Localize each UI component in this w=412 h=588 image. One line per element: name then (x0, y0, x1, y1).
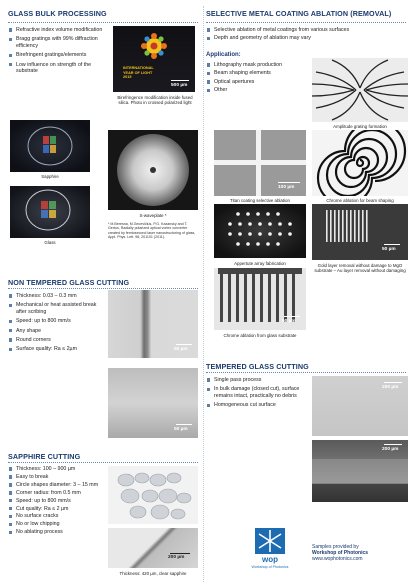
section-rule (8, 22, 198, 23)
section-rule (8, 462, 198, 463)
glass-label: Glass (44, 240, 56, 245)
list-item: Lithography mask production (206, 62, 302, 68)
sapphire-discs-image (108, 466, 198, 524)
cross-vertical (256, 130, 261, 196)
aperture-caption: Appertute array fabrication (234, 261, 286, 266)
aperture-array-image (214, 204, 306, 258)
gold-scale-label: 50 µm (382, 247, 396, 252)
chrome-glass-image (214, 268, 306, 330)
list-item: Easy to break (8, 474, 104, 480)
non-tempered-edge-image-2 (108, 368, 198, 438)
s-waveplate-caption: S-waveplate * (139, 213, 167, 218)
list-item: Optical apertures (206, 79, 302, 85)
spiral-pattern-icon (312, 130, 408, 196)
chrome-shaping-caption: Chrome ablation for beam shaping (326, 198, 394, 203)
glass-bulk-bullets (8, 27, 110, 77)
wop-logo (242, 528, 298, 574)
tempered-title: TEMPERED GLASS CUTTING (206, 362, 309, 371)
selective-title: SELECTIVE METAL COATING ABLATION (REMOVAL) (206, 9, 392, 18)
sapphire-caption: Thickness: 420 µm, clear sapphire (119, 571, 187, 576)
scale-label: 50 µm (174, 427, 188, 432)
section-rule (206, 22, 406, 23)
scale-label: 200 µm (168, 555, 185, 560)
list-item: Thickness: 0.03 – 0.3 mm (8, 293, 104, 299)
titan-caption: Titan coating selective ablation (230, 198, 290, 203)
list-item: Low influence on strength of the substrate (8, 62, 110, 75)
list-item: Circle shapes diameter: 3 – 15 mm (8, 482, 104, 488)
sapphire-disc-icon (10, 120, 90, 172)
application-bullets (206, 62, 302, 97)
titan-scale-label: 100 µm (278, 185, 295, 190)
titan-coating-image (214, 130, 306, 196)
poster-scale-label: 500 µm (171, 83, 188, 88)
non-tempered-bullets (8, 293, 104, 356)
iyl-poster-image (113, 26, 195, 92)
list-item: Bragg gratings with 99% diffraction efficiency (8, 36, 110, 49)
gold-caption: Gold layer removal without damage to MgO substrate – Au layer removal without damaging (314, 263, 406, 274)
chrome-beam-shaping-image (312, 130, 408, 196)
list-item: No surface cracks (8, 513, 104, 519)
sapphire-bullets (8, 466, 104, 537)
list-item: No or low chipping (8, 521, 104, 527)
poster-caption: Birefringence modification inside fused silica. Photo in crossed polarized light (117, 95, 193, 106)
wop-logo-icon (255, 528, 285, 554)
scale-bar (384, 382, 402, 383)
scale-bar (284, 316, 300, 317)
amplitude-caption: Amplitude grating formation (333, 124, 387, 129)
list-item: Refractive index volume modification (8, 27, 110, 33)
list-item: Other (206, 87, 302, 93)
scale-bar (170, 553, 190, 554)
list-item: Birefringent gratings/elements (8, 52, 110, 58)
list-item: Corner radius: from 0.5 mm (8, 490, 104, 496)
section-rule (8, 288, 198, 289)
list-item: Depth and geometry of ablation may vary (206, 35, 406, 41)
tempered-surface-image (312, 376, 408, 436)
list-item: Thickness: 100 – 900 µm (8, 466, 104, 472)
scale-bar (171, 80, 189, 81)
reference-text: * M.Beresna, M.Gecevičius, P.G. Kazansky and T. Gertus, Radially polarized optical vortex converter created by femtosecond laser nanostructuring of glass, Appl. Phys. Lett. 98, 201101 (2011). (108, 222, 196, 240)
glass-bulk-title: GLASS BULK PROCESSING (8, 9, 107, 18)
scale-bar (278, 182, 300, 183)
tempered-cut-image (312, 440, 408, 502)
list-item: Homogeneous cut surface (206, 402, 304, 408)
non-tempered-title: NON TEMPERED GLASS CUTTING (8, 278, 130, 287)
list-item: Surface quality: Ra ≤ 2µm (8, 346, 104, 352)
list-item: Speed: up to 800 mm/s (8, 498, 104, 504)
sapphire-discs-icon (108, 466, 198, 524)
sapphire-title: SAPPHIRE CUTTING (8, 452, 81, 461)
scale-label: 200 µm (382, 447, 399, 452)
scale-label: 50 µm (174, 347, 188, 352)
samples-line: Samples provided by (312, 544, 359, 550)
scale-bar (384, 444, 402, 445)
zone-plate-pattern-icon (312, 58, 408, 122)
list-item: Speed: up to 800 mm/s (8, 318, 104, 324)
amplitude-grating-image (312, 58, 408, 122)
glass-disc-icon (10, 186, 90, 238)
sapphire-label: Sapphire (41, 174, 59, 179)
list-item: Cut quality: Ra ≤ 2 µm (8, 506, 104, 512)
glass-sample-image (10, 186, 90, 238)
sapphire-corner-image (108, 528, 198, 568)
chrome-glass-caption: Chrome ablation from glass substrate (223, 333, 297, 338)
section-rule (206, 372, 406, 373)
gold-layer-image (312, 204, 408, 260)
chrome-glass-scale-label: 50 µm (282, 319, 296, 324)
aperture-dots-icon (214, 204, 306, 258)
non-tempered-edge-image-1 (108, 290, 198, 358)
list-item: In bulk damage (closed cut), surface remains intact, practically no debris (206, 386, 304, 399)
list-item: Mechanical or heat assisted break after scribing (8, 302, 104, 315)
wop-logo-subtext: Workshop of Photonics (251, 565, 289, 569)
poster-text: INTERNATIONAL YEAR OF LIGHT 2015 (123, 66, 154, 80)
list-item: Single pass process (206, 377, 304, 383)
selective-bullets (206, 27, 406, 45)
list-item: Any shape (8, 328, 104, 334)
company-line: Workshop of Photonics (312, 550, 369, 557)
scale-label: 200 µm (382, 385, 399, 390)
waveplate-pattern-icon (108, 130, 198, 210)
list-item: Beam shaping elements (206, 70, 302, 76)
footer-text (312, 544, 408, 563)
application-label: Application: (206, 52, 241, 58)
scale-bar (176, 344, 192, 345)
tempered-bullets (206, 377, 304, 412)
sapphire-sample-image (10, 120, 90, 172)
scale-bar (384, 244, 400, 245)
list-item: Selective ablation of metal coatings from various surfaces (206, 27, 406, 33)
scale-bar (176, 424, 192, 425)
wop-logo-text: wop (262, 555, 278, 564)
list-item: Round corners (8, 337, 104, 343)
s-waveplate-image (108, 130, 198, 210)
website-link[interactable]: www.wophotonics.com (312, 556, 363, 563)
column-divider (203, 6, 204, 582)
list-item: No ablating process (8, 529, 104, 535)
